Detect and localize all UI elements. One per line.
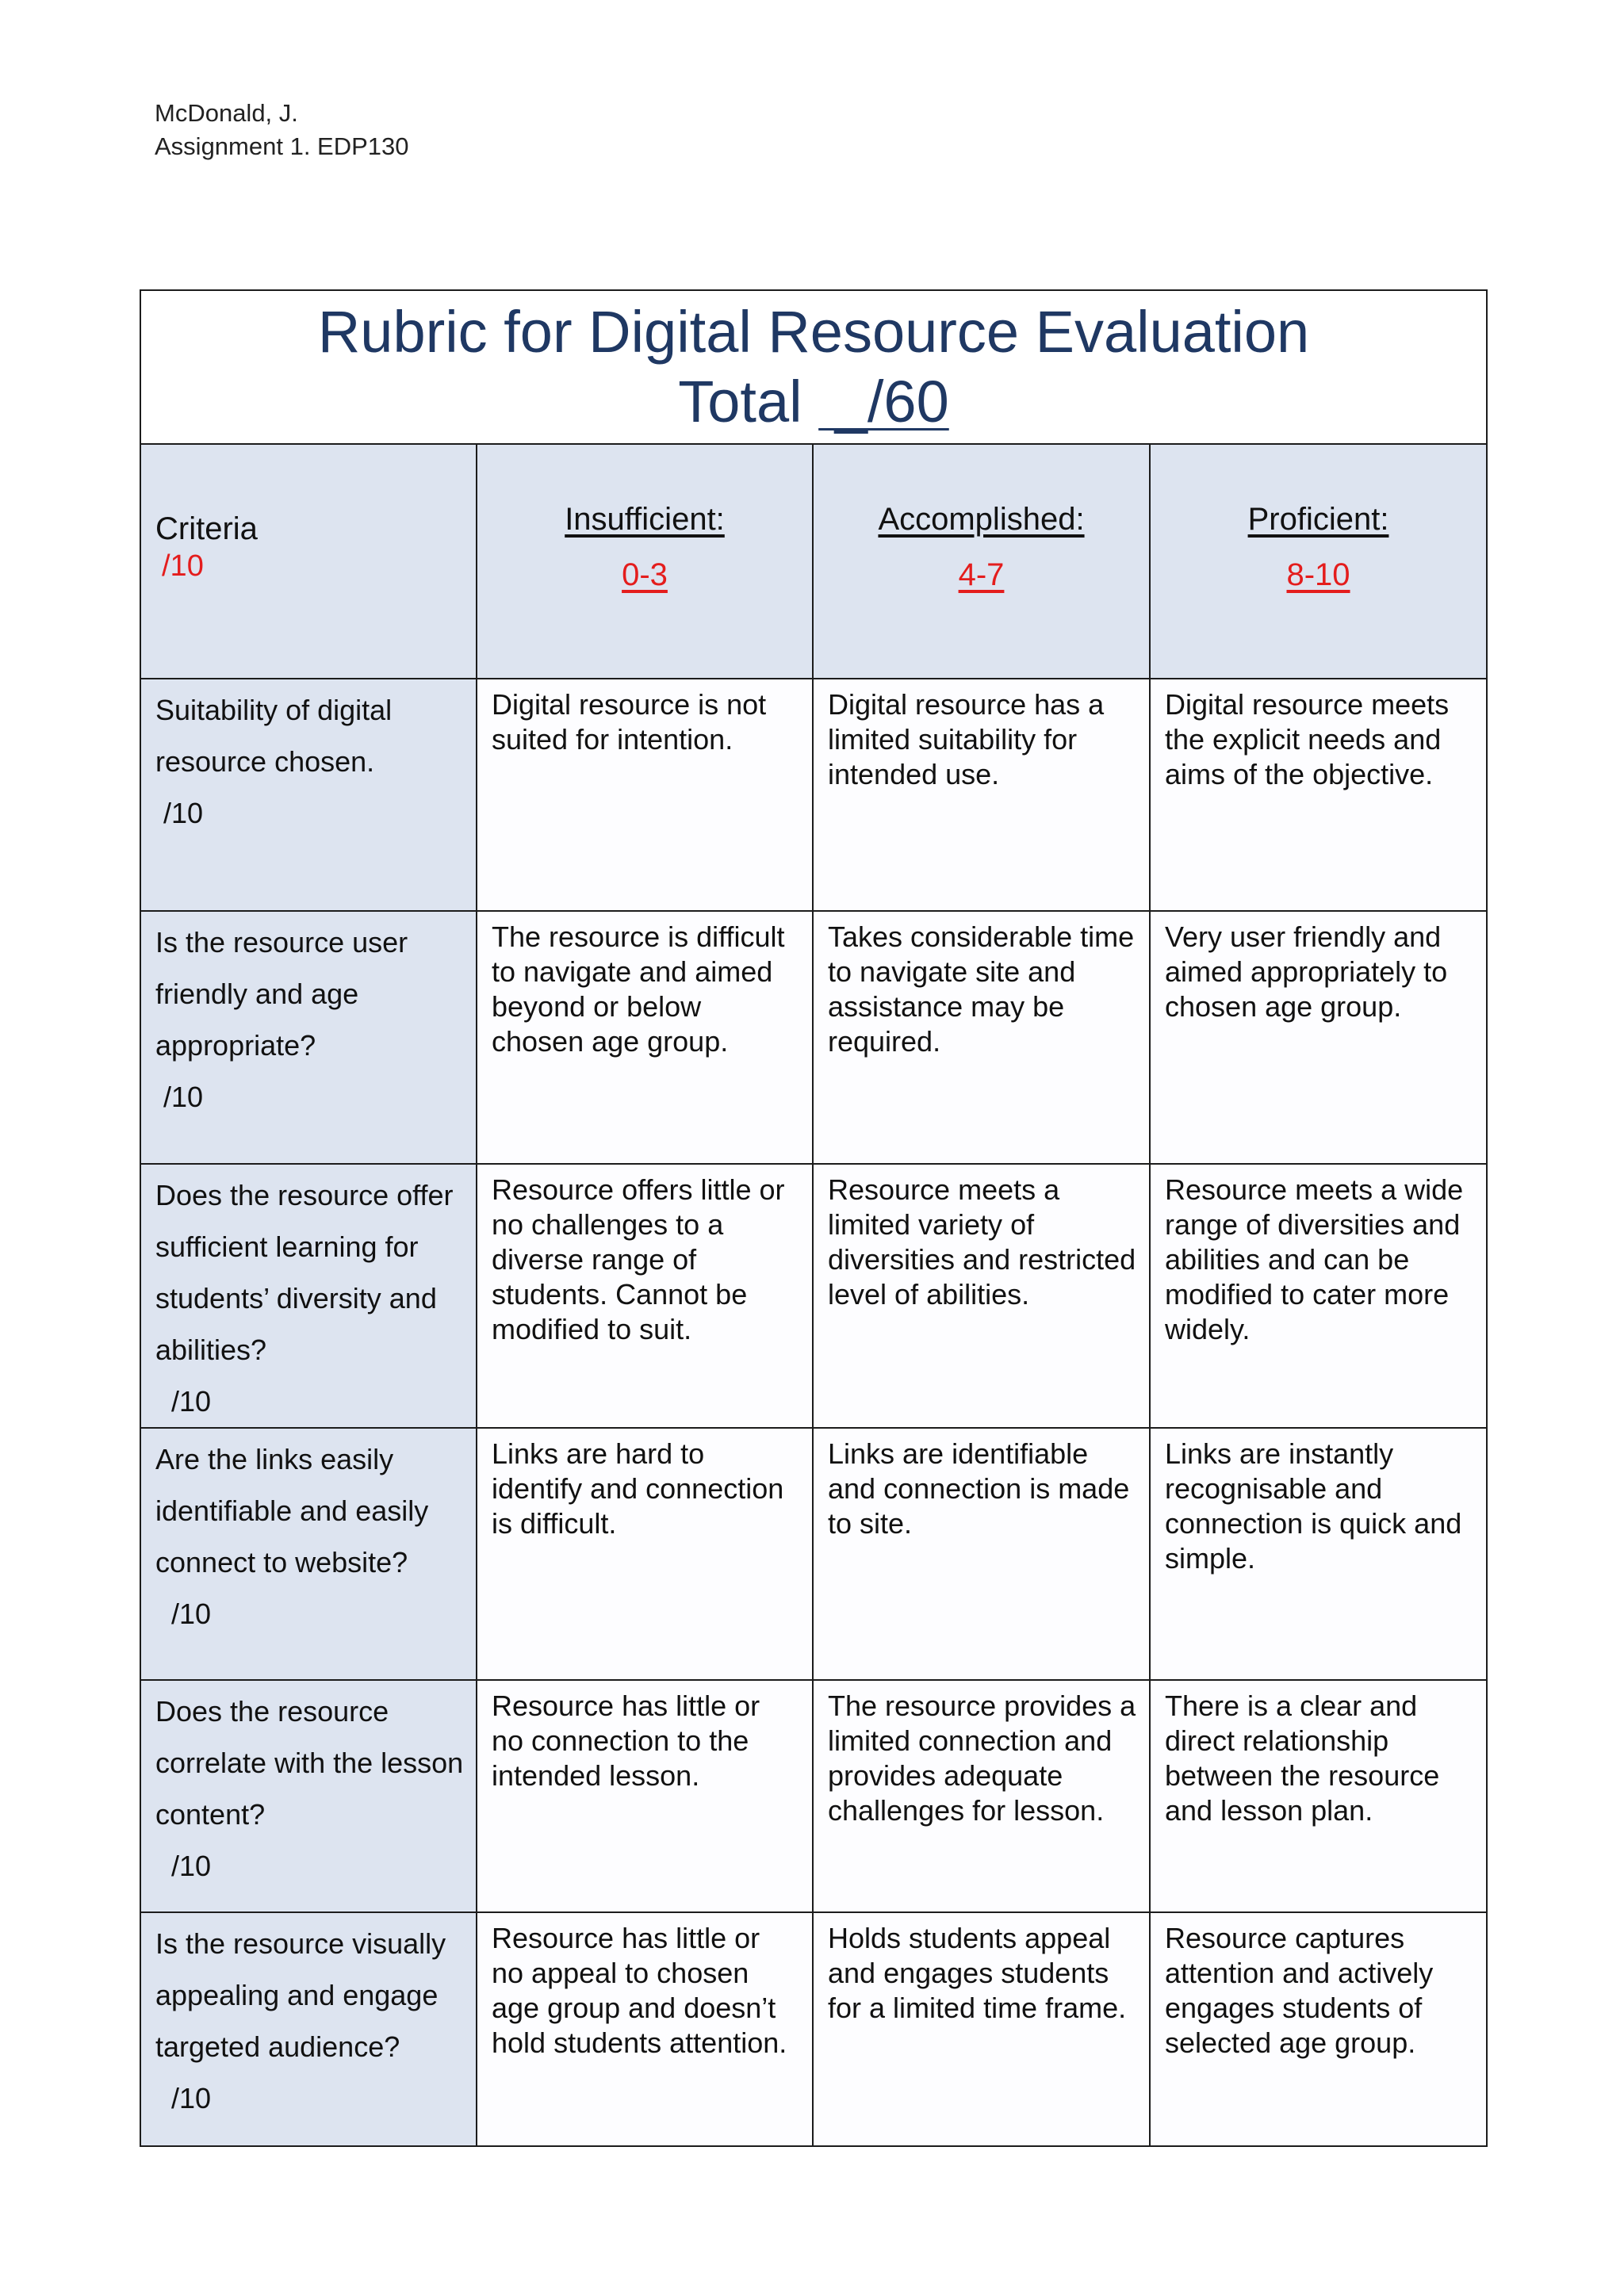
criteria-header — [140, 444, 477, 679]
table-row — [140, 1164, 1487, 1428]
accomplished-descriptor: The resource provides a limited connection and provides adequate challenges for lesson. — [813, 1680, 1150, 1912]
criterion-points: /10 — [163, 1081, 204, 1113]
rubric-table — [140, 289, 1488, 2147]
criterion-cell — [140, 1680, 477, 1912]
level-header-accomplished — [813, 444, 1150, 679]
criterion-text: Is the resource visually appealing and engage targeted audience? — [155, 1927, 446, 2063]
accomplished-descriptor: Links are identifiable and connection is made to site. — [813, 1428, 1150, 1680]
rubric-title-cell — [140, 290, 1487, 444]
criterion-text: Suitability of digital resource chosen. — [155, 694, 393, 778]
accomplished-descriptor: Takes considerable time to navigate site and assistance may be required. — [813, 911, 1150, 1164]
criterion-points: /10 — [171, 1850, 212, 1882]
level-range: 8-10 — [1286, 557, 1350, 592]
author-name: McDonald, J. — [155, 99, 298, 127]
insufficient-descriptor: The resource is difficult to navigate and aimed beyond or below chosen age group. — [477, 911, 813, 1164]
rubric-header-row — [140, 444, 1487, 679]
level-name: Insufficient: — [565, 502, 725, 537]
proficient-descriptor: Links are instantly recognisable and connection is quick and simple. — [1150, 1428, 1487, 1680]
insufficient-descriptor: Digital resource is not suited for intention. — [477, 679, 813, 911]
proficient-descriptor: Digital resource meets the explicit needs and aims of the objective. — [1150, 679, 1487, 911]
criteria-label: Criteria — [155, 511, 258, 546]
criterion-points: /10 — [171, 1385, 212, 1418]
proficient-descriptor: There is a clear and direct relationship between the resource and lesson plan. — [1150, 1680, 1487, 1912]
level-range: 4-7 — [958, 557, 1005, 592]
criterion-points: /10 — [171, 2082, 212, 2114]
criterion-cell — [140, 911, 477, 1164]
proficient-descriptor: Resource meets a wide range of diversities and abilities and can be modified to cater more widely. — [1150, 1164, 1487, 1428]
insufficient-descriptor: Resource offers little or no challenges to a diverse range of students. Cannot be modified to suit. — [477, 1164, 813, 1428]
accomplished-descriptor: Digital resource has a limited suitability for intended use. — [813, 679, 1150, 911]
level-header-insufficient — [477, 444, 813, 679]
table-row — [140, 679, 1487, 911]
criterion-points: /10 — [163, 797, 204, 829]
proficient-descriptor: Very user friendly and aimed appropriately to chosen age group. — [1150, 911, 1487, 1164]
proficient-descriptor: Resource captures attention and actively engages students of selected age group. — [1150, 1912, 1487, 2146]
criterion-cell — [140, 679, 477, 911]
criterion-cell — [140, 1428, 477, 1680]
assignment-label: Assignment 1. EDP130 — [155, 132, 409, 160]
table-row — [140, 1680, 1487, 1912]
criterion-text: Does the resource offer sufficient learning for students’ diversity and abilities? — [155, 1179, 454, 1366]
level-name: Proficient: — [1247, 502, 1389, 537]
table-row — [140, 1912, 1487, 2146]
criteria-points: /10 — [162, 549, 204, 583]
total-label: Total — [678, 369, 802, 434]
criterion-cell — [140, 1912, 477, 2146]
table-row — [140, 911, 1487, 1164]
rubric-total — [141, 367, 1486, 437]
insufficient-descriptor: Resource has little or no appeal to chosen age group and doesn’t hold students attention. — [477, 1912, 813, 2146]
insufficient-descriptor: Links are hard to identify and connection is difficult. — [477, 1428, 813, 1680]
criterion-cell — [140, 1164, 477, 1428]
criterion-text: Does the resource correlate with the lesson content? — [155, 1695, 464, 1831]
total-score-blank: _/60 — [818, 369, 949, 434]
accomplished-descriptor: Resource meets a limited variety of diversities and restricted level of abilities. — [813, 1164, 1150, 1428]
criterion-text: Is the resource user friendly and age appropriate? — [155, 926, 408, 1062]
level-header-proficient — [1150, 444, 1487, 679]
table-row — [140, 1428, 1487, 1680]
insufficient-descriptor: Resource has little or no connection to the intended lesson. — [477, 1680, 813, 1912]
rubric-title: Rubric for Digital Resource Evaluation — [317, 299, 1310, 365]
accomplished-descriptor: Holds students appeal and engages students for a limited time frame. — [813, 1912, 1150, 2146]
criterion-points: /10 — [171, 1598, 212, 1630]
level-name: Accomplished: — [878, 502, 1085, 537]
page-header — [155, 97, 409, 163]
level-range: 0-3 — [622, 557, 668, 592]
criterion-text: Are the links easily identifiable and easily connect to website? — [155, 1443, 429, 1578]
